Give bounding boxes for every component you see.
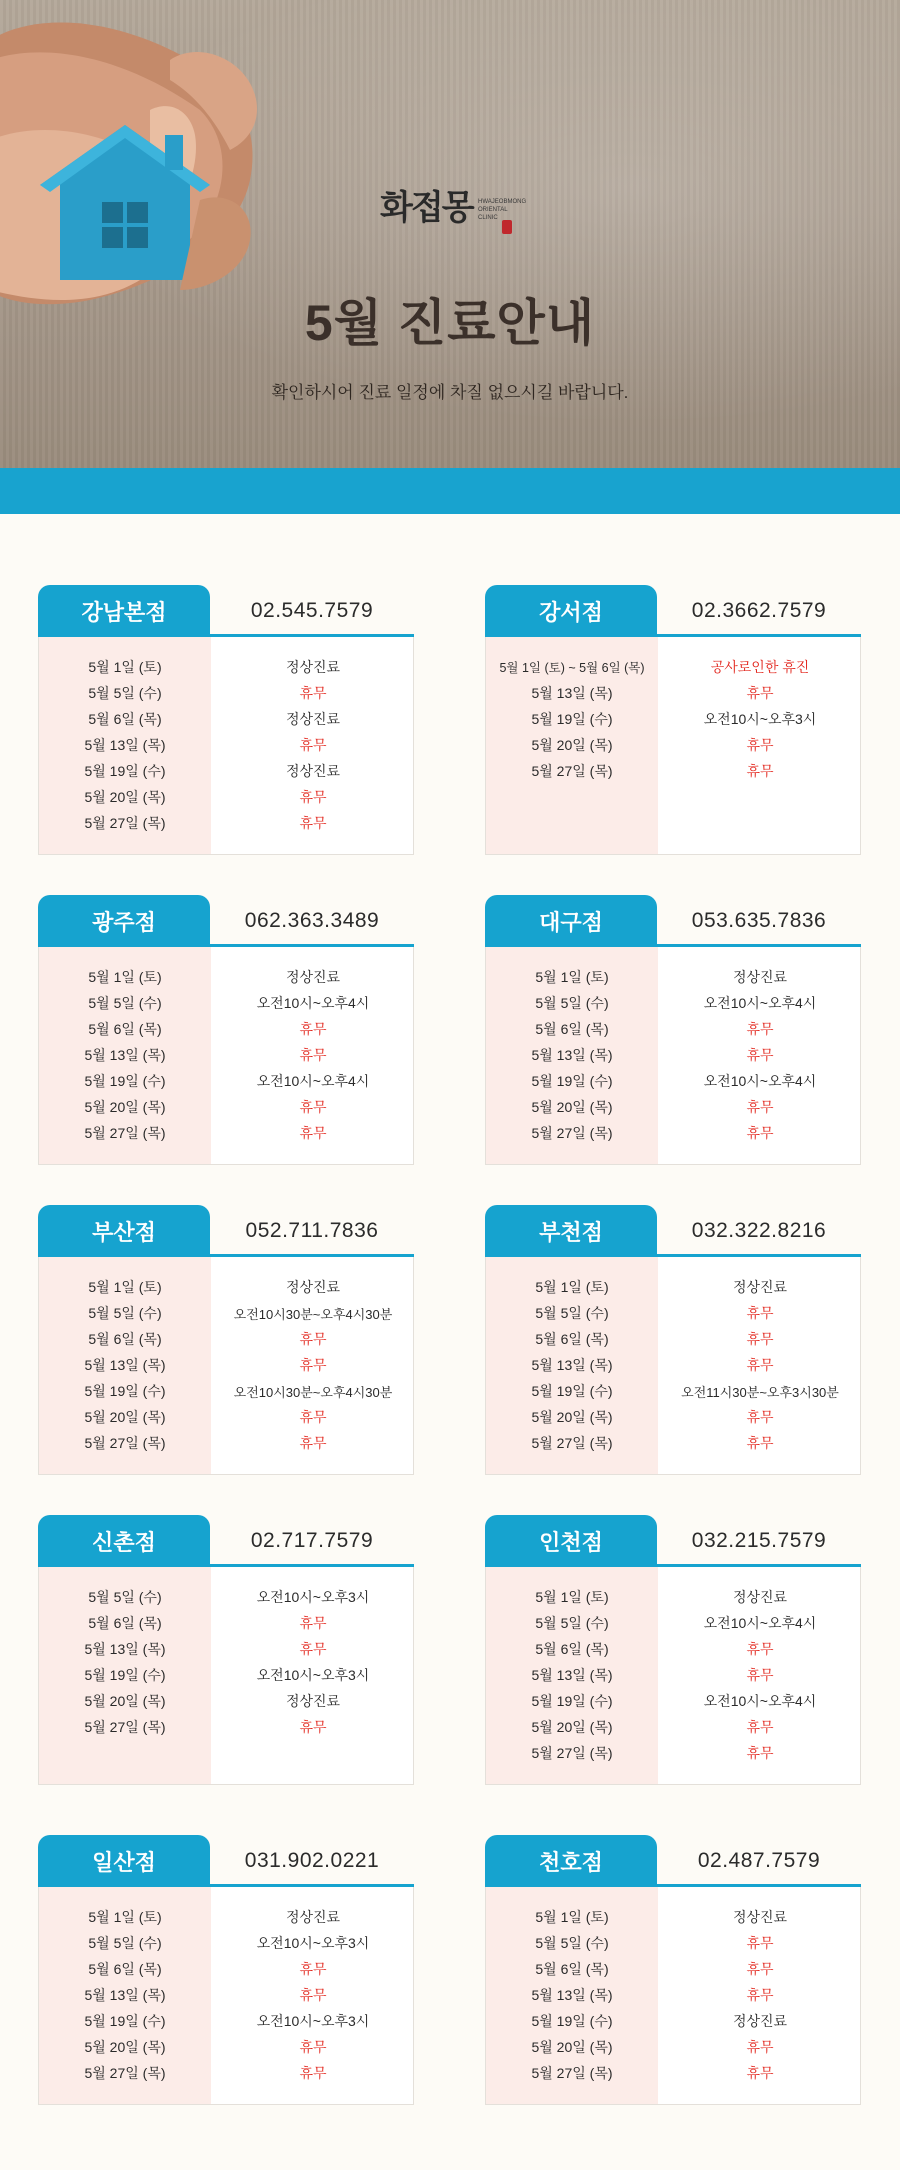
schedule-status: 오전10시30분~오후4시30분 xyxy=(233,1306,393,1322)
schedule-status-closed: 휴무 xyxy=(746,2039,774,2055)
schedule-row xyxy=(39,964,415,990)
schedule-table xyxy=(485,1887,861,2105)
schedule-table xyxy=(38,637,414,855)
schedule-status-closed: 휴무 xyxy=(746,737,774,753)
schedule-row xyxy=(39,680,415,706)
schedule-row xyxy=(486,964,862,990)
schedule-row xyxy=(486,1956,862,1982)
schedule-date: 5월 19일 (수) xyxy=(531,2013,613,2029)
page-subtitle: 확인하시어 진료 일정에 차질 없으시길 바랍니다. xyxy=(271,383,629,402)
schedule-status-closed: 휴무 xyxy=(299,685,327,701)
schedule-date: 5월 1일 (토) xyxy=(535,1279,609,1295)
schedule-date: 5월 19일 (수) xyxy=(531,1073,613,1089)
schedule-date: 5월 27일 (목) xyxy=(84,1125,166,1141)
schedule-status-closed: 휴무 xyxy=(299,1357,327,1373)
branch-name: 신촌점 xyxy=(38,1515,210,1567)
schedule-status-closed: 휴무 xyxy=(746,1435,774,1451)
schedule-row xyxy=(486,1662,862,1688)
schedule-row xyxy=(39,1610,415,1636)
schedule-row xyxy=(486,706,862,732)
schedule-date: 5월 5일 (수) xyxy=(535,995,609,1011)
schedule-date: 5월 13일 (목) xyxy=(531,1667,613,1683)
schedule-date: 5월 13일 (목) xyxy=(84,1641,166,1657)
schedule-date: 5월 20일 (목) xyxy=(84,2039,166,2055)
schedule-date: 5월 19일 (수) xyxy=(84,763,166,779)
schedule-row xyxy=(486,1740,862,1766)
schedule-row xyxy=(486,654,862,680)
branch-name: 인천점 xyxy=(485,1515,657,1567)
schedule-row xyxy=(486,990,862,1016)
schedule-row xyxy=(39,2034,415,2060)
schedule-date: 5월 6일 (목) xyxy=(535,1021,609,1037)
schedule-status-closed: 휴무 xyxy=(299,1099,327,1115)
schedule-row xyxy=(39,1662,415,1688)
schedule-date: 5월 1일 (토) xyxy=(88,1909,162,1925)
schedule-row xyxy=(39,1930,415,1956)
branch-name: 대구점 xyxy=(485,895,657,947)
branch-phone[interactable]: 02.487.7579 xyxy=(697,1849,821,1872)
schedule-date: 5월 27일 (목) xyxy=(84,2065,166,2081)
schedule-date: 5월 6일 (목) xyxy=(535,1331,609,1347)
schedule-date: 5월 6일 (목) xyxy=(88,1615,162,1631)
branch-name: 부산점 xyxy=(38,1205,210,1257)
schedule-date: 5월 27일 (목) xyxy=(531,2065,613,2081)
schedule-status: 오전11시30분~오후3시30분 xyxy=(681,1384,839,1400)
schedule-row xyxy=(486,1714,862,1740)
schedule-row xyxy=(39,784,415,810)
schedule-row xyxy=(39,810,415,836)
schedule-status-closed: 휴무 xyxy=(299,1641,327,1657)
schedule-date: 5월 20일 (목) xyxy=(84,1693,166,1709)
schedule-date: 5월 5일 (수) xyxy=(535,1935,609,1951)
schedule-row xyxy=(39,1956,415,1982)
schedule-date: 5월 6일 (목) xyxy=(88,1331,162,1347)
branch-name: 광주점 xyxy=(38,895,210,947)
schedule-status-closed: 휴무 xyxy=(299,2065,327,2081)
schedule-date: 5월 20일 (목) xyxy=(531,737,613,753)
schedule-status: 오전10시~오후3시 xyxy=(256,2013,370,2029)
schedule-row xyxy=(486,1930,862,1956)
schedule-date: 5월 13일 (목) xyxy=(531,1987,613,2003)
branch-phone[interactable]: 062.363.3489 xyxy=(244,909,380,932)
schedule-date: 5월 20일 (목) xyxy=(84,789,166,805)
branch-name: 부천점 xyxy=(485,1205,657,1257)
schedule-table xyxy=(38,947,414,1165)
schedule-row xyxy=(486,1094,862,1120)
schedule-status-closed: 휴무 xyxy=(746,685,774,701)
schedule-status: 정상진료 xyxy=(732,1909,788,1925)
schedule-row xyxy=(39,706,415,732)
schedule-row xyxy=(39,1352,415,1378)
schedule-date: 5월 19일 (수) xyxy=(531,711,613,727)
schedule-status-closed: 휴무 xyxy=(299,1615,327,1631)
schedule-date: 5월 13일 (목) xyxy=(84,737,166,753)
schedule-row xyxy=(39,1430,415,1456)
schedule-status-closed: 휴무 xyxy=(299,1961,327,1977)
schedule-status-closed: 휴무 xyxy=(299,789,327,805)
schedule-row xyxy=(39,1326,415,1352)
schedule-status: 정상진료 xyxy=(732,1279,788,1295)
schedule-date: 5월 6일 (목) xyxy=(88,711,162,727)
schedule-date: 5월 20일 (목) xyxy=(531,1719,613,1735)
schedule-date: 5월 1일 (토) xyxy=(535,1909,609,1925)
schedule-table xyxy=(485,947,861,1165)
schedule-row xyxy=(39,1094,415,1120)
schedule-status-closed: 휴무 xyxy=(299,1409,327,1425)
logo-seal-icon xyxy=(502,220,512,234)
schedule-row xyxy=(486,2060,862,2086)
schedule-status-closed: 휴무 xyxy=(746,1305,774,1321)
schedule-status: 오전10시~오후4시 xyxy=(703,1693,817,1709)
schedule-status-closed: 휴무 xyxy=(746,1125,774,1141)
schedule-date: 5월 27일 (목) xyxy=(531,763,613,779)
branch-phone[interactable]: 02.3662.7579 xyxy=(691,599,827,622)
schedule-date: 5월 19일 (수) xyxy=(531,1383,613,1399)
schedule-status-closed: 휴무 xyxy=(746,1331,774,1347)
schedule-status-closed: 휴무 xyxy=(299,815,327,831)
schedule-row xyxy=(39,1714,415,1740)
schedule-status-closed: 휴무 xyxy=(746,1745,774,1761)
schedule-row xyxy=(486,1610,862,1636)
page-title: 5월 진료안내 xyxy=(304,295,596,351)
schedule-date: 5월 1일 (토) xyxy=(535,969,609,985)
schedule-status-closed: 휴무 xyxy=(299,1435,327,1451)
schedule-date: 5월 20일 (목) xyxy=(531,1409,613,1425)
schedule-date: 5월 1일 (토) xyxy=(88,659,162,675)
schedule-status: 정상진료 xyxy=(285,711,341,727)
schedule-row xyxy=(39,1120,415,1146)
branch-name: 강남본점 xyxy=(38,585,210,637)
branch-phone[interactable]: 032.322.8216 xyxy=(691,1219,827,1242)
schedule-row xyxy=(39,1636,415,1662)
schedule-row xyxy=(486,1352,862,1378)
schedule-row xyxy=(486,1378,862,1404)
schedule-status-closed: 휴무 xyxy=(746,1021,774,1037)
schedule-row xyxy=(39,1904,415,1930)
schedule-row xyxy=(486,1636,862,1662)
schedule-date: 5월 13일 (목) xyxy=(84,1047,166,1063)
schedule-status-closed: 휴무 xyxy=(746,763,774,779)
schedule-date: 5월 13일 (목) xyxy=(84,1357,166,1373)
schedule-date: 5월 5일 (수) xyxy=(88,995,162,1011)
schedule-status: 오전10시~오후3시 xyxy=(703,711,817,727)
schedule-date: 5월 20일 (목) xyxy=(531,2039,613,2055)
schedule-status-closed: 휴무 xyxy=(746,1961,774,1977)
schedule-status-closed: 휴무 xyxy=(299,1987,327,2003)
schedule-status: 정상진료 xyxy=(285,659,341,675)
schedule-date: 5월 1일 (토) xyxy=(88,969,162,985)
schedule-status-closed: 휴무 xyxy=(746,1409,774,1425)
schedule-status-closed: 휴무 xyxy=(746,1357,774,1373)
schedule-status: 오전10시~오후3시 xyxy=(256,1935,370,1951)
schedule-row xyxy=(486,732,862,758)
schedule-row xyxy=(39,1274,415,1300)
schedule-date: 5월 5일 (수) xyxy=(88,1935,162,1951)
schedule-row xyxy=(486,1300,862,1326)
schedule-row xyxy=(486,1404,862,1430)
schedule-date: 5월 27일 (목) xyxy=(84,1719,166,1735)
schedule-row xyxy=(39,990,415,1016)
schedule-status: 오전10시30분~오후4시30분 xyxy=(233,1384,393,1400)
schedule-date: 5월 19일 (수) xyxy=(84,2013,166,2029)
schedule-status-closed: 공사로인한 휴진 xyxy=(710,659,810,675)
schedule-row xyxy=(39,1068,415,1094)
schedule-date: 5월 6일 (목) xyxy=(88,1961,162,1977)
schedule-row xyxy=(486,680,862,706)
accent-band xyxy=(0,468,900,514)
schedule-date: 5월 27일 (목) xyxy=(84,815,166,831)
schedule-date: 5월 6일 (목) xyxy=(535,1961,609,1977)
schedule-date: 5월 5일 (수) xyxy=(88,685,162,701)
schedule-row xyxy=(39,1584,415,1610)
schedule-date: 5월 27일 (목) xyxy=(84,1435,166,1451)
schedule-row xyxy=(39,1982,415,2008)
schedule-table xyxy=(38,1257,414,1475)
schedule-status: 정상진료 xyxy=(285,763,341,779)
branch-phone[interactable]: 02.545.7579 xyxy=(250,599,374,622)
branch-phone[interactable]: 052.711.7836 xyxy=(245,1219,379,1242)
schedule-row xyxy=(39,732,415,758)
schedule-status: 정상진료 xyxy=(285,1279,341,1295)
logo-subtitle: HWAJEOBMONG ORIENTAL CLINIC xyxy=(478,199,527,221)
schedule-status: 오전10시~오후3시 xyxy=(256,1589,370,1605)
schedule-status-closed: 휴무 xyxy=(746,1641,774,1657)
schedule-row xyxy=(39,2060,415,2086)
schedule-status: 정상진료 xyxy=(285,1693,341,1709)
schedule-date: 5월 5일 (수) xyxy=(535,1305,609,1321)
schedule-row xyxy=(39,758,415,784)
schedule-status: 오전10시~오후4시 xyxy=(256,995,370,1011)
schedule-row xyxy=(486,1120,862,1146)
branch-phone[interactable]: 053.635.7836 xyxy=(691,909,827,932)
schedule-date: 5월 20일 (목) xyxy=(531,1099,613,1115)
schedule-status: 오전10시~오후4시 xyxy=(703,1073,817,1089)
schedule-row xyxy=(486,1042,862,1068)
schedule-date: 5월 5일 (수) xyxy=(88,1305,162,1321)
schedule-row xyxy=(486,1688,862,1714)
schedule-row xyxy=(486,1274,862,1300)
schedule-date: 5월 5일 (수) xyxy=(535,1615,609,1631)
schedule-status-closed: 휴무 xyxy=(746,1935,774,1951)
schedule-row xyxy=(39,1042,415,1068)
schedule-status-closed: 휴무 xyxy=(299,2039,327,2055)
schedule-status: 정상진료 xyxy=(285,1909,341,1925)
schedule-status-closed: 휴무 xyxy=(746,1667,774,1683)
schedule-status-closed: 휴무 xyxy=(746,1099,774,1115)
schedule-date: 5월 19일 (수) xyxy=(531,1693,613,1709)
schedule-row xyxy=(39,1404,415,1430)
schedule-date: 5월 27일 (목) xyxy=(531,1435,613,1451)
schedule-date: 5월 1일 (토) ~ 5월 6일 (목) xyxy=(499,661,645,675)
schedule-row xyxy=(486,1016,862,1042)
schedule-date: 5월 19일 (수) xyxy=(84,1383,166,1399)
schedule-date: 5월 13일 (목) xyxy=(84,1987,166,2003)
schedule-date: 5월 13일 (목) xyxy=(531,1357,613,1373)
schedule-date: 5월 5일 (수) xyxy=(88,1589,162,1605)
schedule-status: 오전10시~오후4시 xyxy=(703,1615,817,1631)
schedule-date: 5월 19일 (수) xyxy=(84,1073,166,1089)
schedule-date: 5월 1일 (토) xyxy=(88,1279,162,1295)
schedule-row xyxy=(486,2008,862,2034)
schedule-status-closed: 휴무 xyxy=(746,1987,774,2003)
schedule-row xyxy=(486,1584,862,1610)
schedule-status-closed: 휴무 xyxy=(299,1125,327,1141)
schedule-status-closed: 휴무 xyxy=(299,1021,327,1037)
schedule-table xyxy=(485,637,861,855)
schedule-table xyxy=(38,1567,414,1785)
schedule-status: 정상진료 xyxy=(732,1589,788,1605)
schedule-row xyxy=(39,1016,415,1042)
schedule-status-closed: 휴무 xyxy=(299,1331,327,1347)
branch-name: 일산점 xyxy=(38,1835,210,1887)
schedule-row xyxy=(486,1068,862,1094)
schedule-table xyxy=(38,1887,414,2105)
schedule-status: 오전10시~오후4시 xyxy=(256,1073,370,1089)
schedule-date: 5월 27일 (목) xyxy=(531,1745,613,1761)
schedule-row xyxy=(39,1300,415,1326)
branch-phone[interactable]: 031.902.0221 xyxy=(244,1849,380,1872)
schedule-date: 5월 13일 (목) xyxy=(531,685,613,701)
logo-mark: 화접몽 xyxy=(380,188,473,228)
schedule-row xyxy=(39,654,415,680)
schedule-row xyxy=(39,2008,415,2034)
schedule-status-closed: 휴무 xyxy=(746,2065,774,2081)
schedule-status-closed: 휴무 xyxy=(299,1047,327,1063)
schedule-status: 정상진료 xyxy=(285,969,341,985)
schedule-status-closed: 휴무 xyxy=(299,1719,327,1735)
schedule-status-closed: 휴무 xyxy=(746,1047,774,1063)
schedule-row xyxy=(486,758,862,784)
schedule-row xyxy=(39,1688,415,1714)
schedule-status: 정상진료 xyxy=(732,2013,788,2029)
schedule-row xyxy=(39,1378,415,1404)
schedule-status: 정상진료 xyxy=(732,969,788,985)
hero-banner xyxy=(0,0,900,468)
schedule-table xyxy=(485,1567,861,1785)
schedule-date: 5월 20일 (목) xyxy=(84,1099,166,1115)
schedule-date: 5월 1일 (토) xyxy=(535,1589,609,1605)
schedule-date: 5월 27일 (목) xyxy=(531,1125,613,1141)
clinic-logo xyxy=(380,180,527,260)
schedule-date: 5월 13일 (목) xyxy=(531,1047,613,1063)
branch-phone[interactable]: 02.717.7579 xyxy=(250,1529,374,1552)
schedule-status: 오전10시~오후3시 xyxy=(256,1667,370,1683)
schedule-row xyxy=(486,1326,862,1352)
schedule-row xyxy=(486,1430,862,1456)
schedule-row xyxy=(486,2034,862,2060)
schedule-status-closed: 휴무 xyxy=(746,1719,774,1735)
schedule-status: 오전10시~오후4시 xyxy=(703,995,817,1011)
schedule-date: 5월 20일 (목) xyxy=(84,1409,166,1425)
branch-phone[interactable]: 032.215.7579 xyxy=(691,1529,827,1552)
branch-name: 천호점 xyxy=(485,1835,657,1887)
schedule-row xyxy=(486,1982,862,2008)
schedule-row xyxy=(486,1904,862,1930)
schedule-date: 5월 6일 (목) xyxy=(535,1641,609,1657)
schedule-status-closed: 휴무 xyxy=(299,737,327,753)
schedule-date: 5월 6일 (목) xyxy=(88,1021,162,1037)
schedule-table xyxy=(485,1257,861,1475)
schedule-date: 5월 19일 (수) xyxy=(84,1667,166,1683)
branch-name: 강서점 xyxy=(485,585,657,637)
